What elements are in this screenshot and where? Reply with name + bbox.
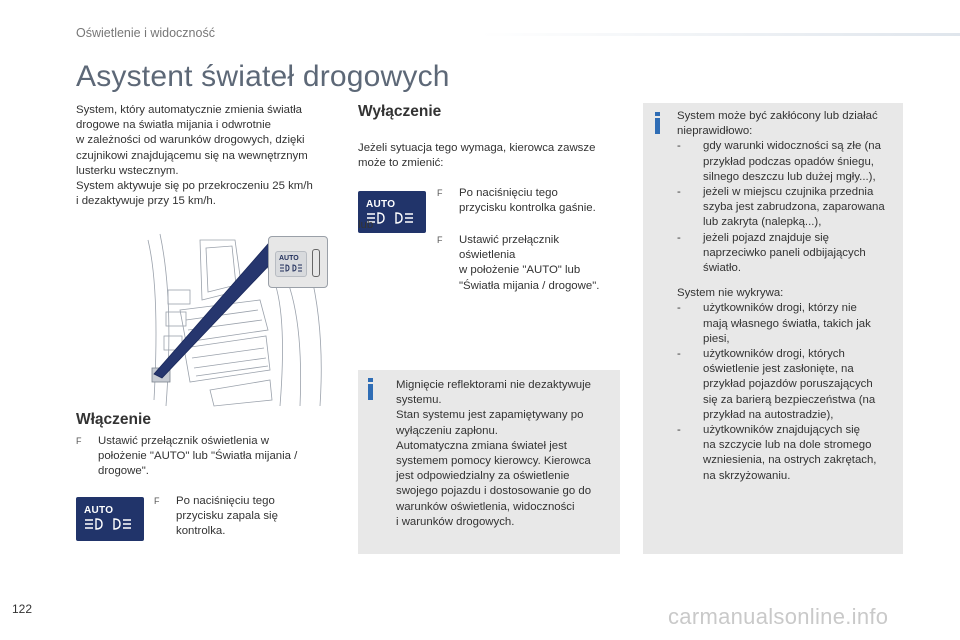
intro-line: Jeżeli sytuacja tego wymaga, kierowca zawsze (358, 142, 596, 154)
bullet-line: "Światła mijania / drogowe". (459, 279, 600, 292)
intro-paragraph (76, 103, 346, 209)
section-title-wlaczenie: Włączenie (76, 411, 151, 428)
section-header: Oświetlenie i widoczność (76, 26, 215, 40)
dash-marker: - (677, 348, 681, 361)
info-right-text (677, 109, 899, 484)
wlaczenie-bullet (76, 434, 346, 480)
auto-switch-label: AUTO (279, 255, 299, 262)
section-title-wylaczenie: Wyłączenie (358, 103, 442, 120)
zoomed-switch-panel (268, 236, 328, 288)
intro-line: drogowe na światła mijania i odwrotnie (76, 119, 272, 132)
note-line: przycisku zapala się (176, 510, 278, 523)
intro-line: może to zmienić: (358, 157, 444, 170)
info-icon-stem (368, 384, 373, 400)
auto-switch-zoom (275, 251, 307, 277)
bullet-icon: F (437, 235, 443, 245)
info-icon-stem (655, 118, 660, 134)
list-line: piesi, (703, 332, 730, 345)
list-item (677, 231, 899, 277)
list-line: jeżeli pojazd znajduje się (703, 231, 830, 244)
spacer (677, 276, 899, 286)
switch-lever (312, 249, 320, 277)
intro-line: System, który automatycznie zmienia światła (76, 104, 302, 116)
list-line: oświetlenie jest zasłonięte, na (703, 363, 854, 376)
list-line: naprzeciwko paneli odbijających (703, 246, 866, 259)
list-line: przykład na autostradzie), (703, 408, 834, 421)
list-line: jeżeli w miejscu czujnika przednia (703, 186, 874, 199)
dash-marker: - (677, 186, 681, 199)
info-icon-dot (655, 112, 660, 116)
info-line: System nie wykrywa: (677, 287, 784, 300)
or-label: lub (358, 219, 374, 231)
page-title: Asystent świateł drogowych (76, 60, 450, 93)
auto-button-label: AUTO (84, 505, 114, 516)
wylaczenie-bullet-1 (437, 186, 627, 216)
intro-line: lusterku wstecznym. (76, 164, 179, 177)
info-line: nieprawidłowo: (677, 125, 753, 138)
list-line: światło. (703, 262, 741, 275)
list-item (677, 301, 899, 347)
auto-button-label: AUTO (366, 199, 396, 210)
watermark: carmanualsonline.info (668, 604, 889, 629)
intro-line: czujnikowi znajdującemu się na wewnętrznym (76, 149, 308, 162)
page-number: 122 (12, 602, 33, 616)
intro-line: i dezaktywuje przy 15 km/h. (76, 195, 216, 208)
auto-button-on (76, 497, 144, 541)
info-line: jest odpowiedzialny za oświetlenie (396, 470, 570, 483)
info-line: systemu. (396, 394, 442, 407)
list-item (677, 139, 899, 185)
list-line: szyba jest zabrudzona, zaparowana (703, 201, 885, 214)
info-line: Automatyczna zmiana świateł jest (396, 439, 567, 452)
intro-line: System aktywuje się po przekroczeniu 25 km/h (76, 180, 313, 193)
bullet-line: oświetlenia (459, 249, 516, 262)
note-line: kontrolka. (176, 525, 226, 538)
info-middle-text (396, 378, 616, 530)
bullet-line: Ustawić przełącznik oświetlenia w (98, 435, 269, 447)
list-line: użytkowników drogi, którzy nie (703, 302, 857, 315)
info-line: i warunków drogowych. (396, 515, 515, 528)
list-item (677, 185, 899, 231)
list-item (677, 347, 899, 423)
intro-line: w zależności od warunków drogowych, dzięki (76, 134, 305, 147)
info-line: System może być zakłócony lub działać (677, 110, 878, 122)
list-line: użytkowników drogi, których (703, 348, 845, 361)
headlamp-icon (366, 212, 418, 224)
headlamp-icon (279, 264, 303, 272)
bullet-line: drogowe". (98, 465, 149, 478)
list-line: gdy warunki widoczności są złe (na (703, 140, 881, 153)
info-box-middle (358, 370, 620, 554)
info-line: Mignięcie reflektorami nie dezaktywuje (396, 379, 591, 391)
info-box-right (643, 103, 903, 554)
list-line: lub zakryta (nalepką...), (703, 216, 822, 229)
list-line: się za barierą bezpieczeństwa (na (703, 393, 876, 406)
bullet-icon: F (154, 496, 160, 506)
bullet-line: Ustawić przełącznik (459, 234, 560, 246)
info-line: Stan systemu jest zapamiętywany po (396, 409, 584, 422)
list-line: na skrzyżowaniu. (703, 469, 791, 482)
note-line: Po naciśnięciu tego (176, 495, 275, 507)
bullet-icon: F (437, 188, 443, 198)
header-divider (480, 33, 960, 36)
list-line: użytkowników znajdujących się (703, 424, 861, 437)
info-line: warunków oświetlenia, widoczności (396, 500, 575, 513)
bullet-line: Po naciśnięciu tego (459, 187, 558, 199)
dash-marker: - (677, 424, 681, 437)
wlaczenie-note (154, 494, 334, 540)
dash-marker: - (677, 302, 681, 315)
info-icon-dot (368, 378, 373, 382)
bullet-icon: F (76, 436, 82, 446)
headlamp-icon (84, 518, 136, 530)
wylaczenie-bullet-2 (437, 233, 627, 294)
dash-marker: - (677, 231, 681, 244)
bullet-line: przycisku kontrolka gaśnie. (459, 202, 596, 215)
info-line: systemem pomocy kierowcy. Kierowca (396, 455, 591, 468)
info-line: swojego pojazdu i dostosowanie go do (396, 485, 592, 498)
info-line: wyłączeniu zapłonu. (396, 424, 498, 437)
wylaczenie-intro (358, 141, 628, 171)
list-line: na szczycie lub na dole stromego (703, 439, 872, 452)
bullet-line: w położenie "AUTO" lub (459, 264, 581, 277)
list-line: mają własnego światła, takich jak (703, 317, 871, 330)
bullet-line: położenie "AUTO" lub "Światła mijania / (98, 450, 298, 463)
list-line: wzniesienia, na ostrych zakrętach, (703, 454, 877, 467)
list-line: przykład podczas opadów śniegu, (703, 155, 874, 168)
list-line: silnego deszczu lub dużej mgły...), (703, 170, 876, 183)
list-item (677, 423, 899, 484)
dash-marker: - (677, 140, 681, 153)
list-line: przykład pojazdów poruszających (703, 378, 873, 391)
